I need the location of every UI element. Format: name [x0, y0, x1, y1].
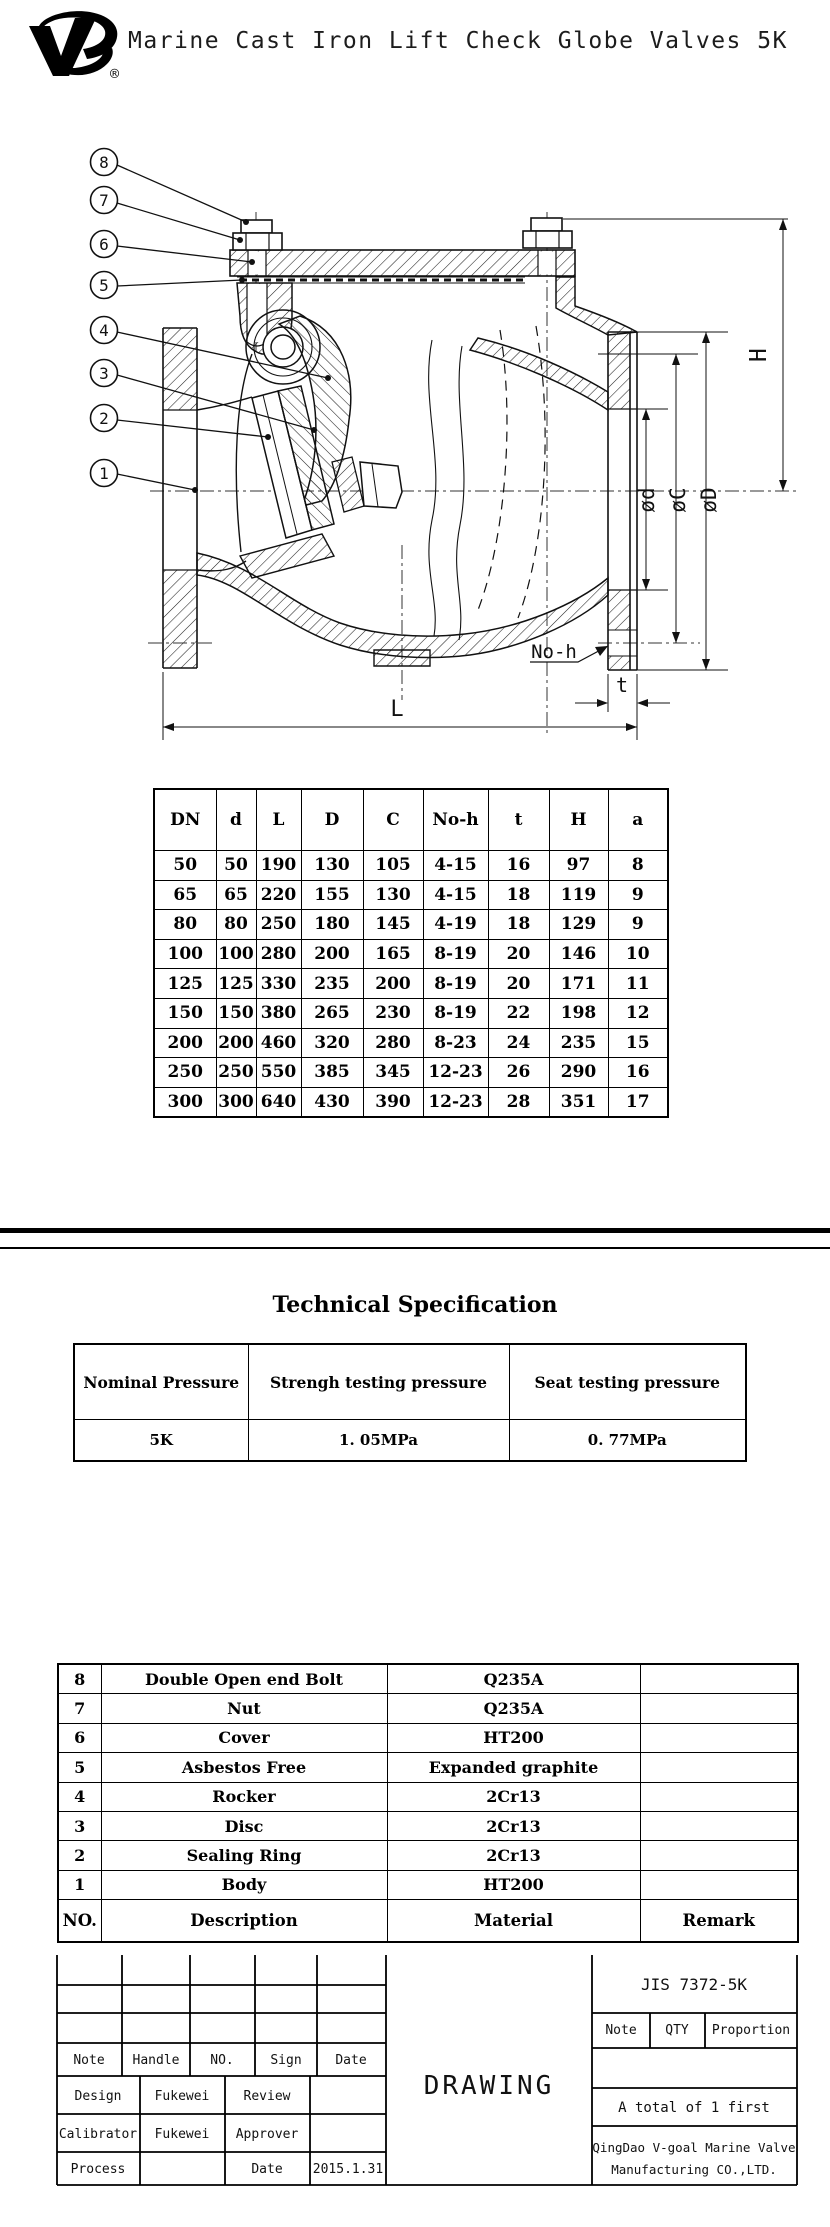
- dimension-cell: 12-23: [423, 1087, 488, 1117]
- dimension-header-cell: d: [216, 789, 256, 851]
- tb-date: Date: [335, 2053, 367, 2068]
- spec-table-value-row: [74, 1420, 746, 1462]
- parts-row: [58, 1753, 798, 1782]
- dimension-cell: 200: [154, 1028, 216, 1058]
- dimension-cell: 8-19: [423, 969, 488, 999]
- dimension-labels: [390, 348, 772, 722]
- title-block: [0, 1955, 830, 2195]
- dimension-header-cell: DN: [154, 789, 216, 851]
- dimension-cell: 250: [154, 1058, 216, 1088]
- parts-cell: Disc: [101, 1811, 387, 1840]
- dimension-cell: 280: [256, 939, 301, 969]
- dim-label-t: t: [615, 673, 629, 697]
- dimension-cell: 22: [488, 998, 549, 1028]
- dimension-cell: 460: [256, 1028, 301, 1058]
- tb-standard: JIS 7372-5K: [641, 1975, 747, 1994]
- dim-label-D: øD: [697, 487, 721, 513]
- tb-company-line1: QingDao V-goal Marine Valve: [592, 2140, 796, 2155]
- parts-cell: 3: [58, 1811, 101, 1840]
- parts-row: [58, 1811, 798, 1840]
- dim-label-H: H: [746, 348, 772, 362]
- dimension-cell: 250: [216, 1058, 256, 1088]
- cover-bolts: [233, 218, 572, 250]
- dimension-cell: 351: [549, 1087, 608, 1117]
- spec-header-cell: Strengh testing pressure: [248, 1344, 509, 1420]
- parts-cell: 6: [58, 1723, 101, 1752]
- dimension-cell: 24: [488, 1028, 549, 1058]
- dimension-cell: 97: [549, 851, 608, 881]
- dimension-cell: 320: [301, 1028, 363, 1058]
- dimension-cell: 198: [549, 998, 608, 1028]
- dimension-cell: 390: [363, 1087, 423, 1117]
- callout-8: 8: [99, 153, 109, 172]
- dimension-cell: 300: [154, 1087, 216, 1117]
- dimension-row: [154, 998, 668, 1028]
- parts-cell: 7: [58, 1694, 101, 1723]
- dimension-cell: 80: [216, 910, 256, 940]
- dimension-cell: 100: [216, 939, 256, 969]
- dimension-cell: 385: [301, 1058, 363, 1088]
- dimension-header-cell: H: [549, 789, 608, 851]
- dimension-cell: 11: [608, 969, 668, 999]
- spec-table: [73, 1343, 747, 1462]
- dimension-cell: 8: [608, 851, 668, 881]
- callout-6: 6: [99, 235, 109, 254]
- dimension-cell: 330: [256, 969, 301, 999]
- dimension-cell: 250: [256, 910, 301, 940]
- dimension-cell: 130: [301, 851, 363, 881]
- parts-cell: Expanded graphite: [387, 1753, 640, 1782]
- parts-cell: Q235A: [387, 1664, 640, 1694]
- dim-label-d: ød: [635, 487, 659, 513]
- tb-company-line2: Manufacturing CO.,LTD.: [611, 2162, 777, 2177]
- dimension-cell: 8-19: [423, 998, 488, 1028]
- dimension-cell: 16: [608, 1058, 668, 1088]
- dimension-cell: 640: [256, 1087, 301, 1117]
- hidden-passage-lines: [429, 326, 545, 640]
- dimension-cell: 200: [363, 969, 423, 999]
- dimension-cell: 28: [488, 1087, 549, 1117]
- dimension-row: [154, 1028, 668, 1058]
- dimension-cell: 265: [301, 998, 363, 1028]
- tb-qty-note: Note: [605, 2023, 637, 2038]
- parts-row: [58, 1782, 798, 1811]
- tb-total: A total of 1 first: [618, 2100, 770, 2116]
- tb-calibrator-label: Calibrator: [58, 2127, 138, 2142]
- parts-cell: Sealing Ring: [101, 1841, 387, 1870]
- spec-section-title: Technical Specification: [272, 1292, 558, 1318]
- parts-cell: [640, 1870, 798, 1899]
- dimension-table-body: [154, 851, 668, 1118]
- parts-footer-no: NO.: [58, 1900, 101, 1943]
- parts-cell: 2Cr13: [387, 1841, 640, 1870]
- dimension-cell: 4-15: [423, 880, 488, 910]
- dimension-row: [154, 1087, 668, 1117]
- dimension-cell: 171: [549, 969, 608, 999]
- parts-row: [58, 1723, 798, 1752]
- dimension-header-cell: D: [301, 789, 363, 851]
- dimension-cell: 290: [549, 1058, 608, 1088]
- dimension-cell: 180: [301, 910, 363, 940]
- dimension-cell: 146: [549, 939, 608, 969]
- spec-value-cell: 0. 77MPa: [509, 1420, 746, 1462]
- parts-table: [57, 1663, 799, 1943]
- parts-cell: Asbestos Free: [101, 1753, 387, 1782]
- dimension-cell: 125: [154, 969, 216, 999]
- parts-row: [58, 1664, 798, 1694]
- dimension-cell: 4-19: [423, 910, 488, 940]
- parts-cell: 5: [58, 1753, 101, 1782]
- parts-row: [58, 1694, 798, 1723]
- parts-cell: [640, 1694, 798, 1723]
- dimension-header-cell: No-h: [423, 789, 488, 851]
- tb-process-date-label: Date: [251, 2162, 283, 2177]
- dimension-cell: 550: [256, 1058, 301, 1088]
- tb-no: NO.: [210, 2053, 234, 2068]
- callout-7: 7: [99, 191, 109, 210]
- parts-cell: 2Cr13: [387, 1811, 640, 1840]
- dimension-row: [154, 969, 668, 999]
- dimension-cell: 4-15: [423, 851, 488, 881]
- parts-cell: Q235A: [387, 1694, 640, 1723]
- callout-1: 1: [99, 464, 109, 483]
- dimension-cell: 155: [301, 880, 363, 910]
- parts-cell: [640, 1664, 798, 1694]
- dimension-cell: 17: [608, 1087, 668, 1117]
- inlet-flange: [163, 328, 252, 668]
- spec-value-cell: 5K: [74, 1420, 248, 1462]
- parts-footer-remark: Remark: [640, 1900, 798, 1943]
- tb-calibrator-value: Fukewei: [154, 2127, 210, 2142]
- dimension-cell: 345: [363, 1058, 423, 1088]
- dimension-cell: 150: [154, 998, 216, 1028]
- parts-cell: 1: [58, 1870, 101, 1899]
- tb-handle: Handle: [132, 2053, 180, 2068]
- dimension-header-cell: L: [256, 789, 301, 851]
- parts-cell: [640, 1782, 798, 1811]
- tb-design-label: Design: [74, 2089, 122, 2104]
- dim-label-C: øC: [666, 487, 690, 513]
- parts-cell: HT200: [387, 1723, 640, 1752]
- tb-design-value: Fukewei: [154, 2089, 210, 2104]
- parts-cell: 2Cr13: [387, 1782, 640, 1811]
- spec-header-cell: Nominal Pressure: [74, 1344, 248, 1420]
- dim-label-L: L: [390, 697, 404, 722]
- dimension-row: [154, 880, 668, 910]
- parts-cell: HT200: [387, 1870, 640, 1899]
- spec-header-cell: Seat testing pressure: [509, 1344, 746, 1420]
- valve-section-drawing: [0, 0, 830, 780]
- spec-value-cell: 1. 05MPa: [248, 1420, 509, 1462]
- spec-table-header-row: [74, 1344, 746, 1420]
- parts-cell: Nut: [101, 1694, 387, 1723]
- dimension-cell: 15: [608, 1028, 668, 1058]
- parts-footer-material: Material: [387, 1900, 640, 1943]
- dimension-header-cell: a: [608, 789, 668, 851]
- callout-5: 5: [99, 276, 109, 295]
- dimension-table-header-row: [154, 789, 668, 851]
- dimension-cell: 200: [301, 939, 363, 969]
- dimension-header-cell: C: [363, 789, 423, 851]
- dim-label-no-h: No-h: [531, 641, 577, 663]
- dimension-cell: 8-19: [423, 939, 488, 969]
- dimension-cell: 80: [154, 910, 216, 940]
- dimension-cell: 65: [154, 880, 216, 910]
- parts-cell: 8: [58, 1664, 101, 1694]
- dimension-row: [154, 910, 668, 940]
- registered-mark: ®: [110, 65, 120, 82]
- dimension-cell: 9: [608, 910, 668, 940]
- dimension-cell: 20: [488, 939, 549, 969]
- parts-cell: 2: [58, 1841, 101, 1870]
- tb-review-label: Review: [243, 2089, 291, 2104]
- dimension-cell: 129: [549, 910, 608, 940]
- dimension-cell: 380: [256, 998, 301, 1028]
- dimension-cell: 26: [488, 1058, 549, 1088]
- dimension-cell: 130: [363, 880, 423, 910]
- page-title: Marine Cast Iron Lift Check Globe Valves 5K: [128, 28, 788, 54]
- dimension-table: [153, 788, 669, 1118]
- callout-4: 4: [99, 321, 109, 340]
- parts-cell: Rocker: [101, 1782, 387, 1811]
- dimension-cell: 8-23: [423, 1028, 488, 1058]
- dimension-cell: 235: [549, 1028, 608, 1058]
- parts-cell: 4: [58, 1782, 101, 1811]
- dimension-row: [154, 939, 668, 969]
- divider-thin: [0, 1247, 830, 1249]
- dimension-cell: 165: [363, 939, 423, 969]
- callout-3: 3: [99, 364, 109, 383]
- parts-cell: Body: [101, 1870, 387, 1899]
- tb-process-date-value: 2015.1.31: [312, 2162, 384, 2177]
- tb-note: Note: [73, 2053, 105, 2068]
- dimension-cell: 150: [216, 998, 256, 1028]
- dimension-cell: 18: [488, 880, 549, 910]
- tb-sign: Sign: [270, 2053, 302, 2068]
- dimension-cell: 10: [608, 939, 668, 969]
- parts-cell: [640, 1723, 798, 1752]
- dimension-cell: 50: [216, 851, 256, 881]
- dimension-cell: 12: [608, 998, 668, 1028]
- tb-process-label: Process: [70, 2162, 126, 2177]
- dimension-cell: 65: [216, 880, 256, 910]
- dimension-cell: 16: [488, 851, 549, 881]
- tb-approver-label: Approver: [235, 2127, 299, 2142]
- dimension-cell: 18: [488, 910, 549, 940]
- dimension-cell: 119: [549, 880, 608, 910]
- tb-drawing-label: DRAWING: [423, 2071, 555, 2101]
- dimension-row: [154, 851, 668, 881]
- parts-row: [58, 1870, 798, 1899]
- dimension-cell: 280: [363, 1028, 423, 1058]
- dimension-cell: 125: [216, 969, 256, 999]
- dimension-cell: 9: [608, 880, 668, 910]
- dimension-cell: 20: [488, 969, 549, 999]
- dimension-cell: 300: [216, 1087, 256, 1117]
- parts-row: [58, 1841, 798, 1870]
- parts-cell: Double Open end Bolt: [101, 1664, 387, 1694]
- dimension-header-cell: t: [488, 789, 549, 851]
- parts-cell: [640, 1811, 798, 1840]
- tb-qty: QTY: [665, 2023, 689, 2038]
- dimension-cell: 105: [363, 851, 423, 881]
- parts-cell: [640, 1753, 798, 1782]
- callout-2: 2: [99, 409, 109, 428]
- parts-footer-description: Description: [101, 1900, 387, 1943]
- dimension-cell: 430: [301, 1087, 363, 1117]
- dimension-cell: 50: [154, 851, 216, 881]
- dimension-cell: 190: [256, 851, 301, 881]
- dimension-cell: 230: [363, 998, 423, 1028]
- dimension-cell: 200: [216, 1028, 256, 1058]
- parts-cell: Cover: [101, 1723, 387, 1752]
- dimension-cell: 12-23: [423, 1058, 488, 1088]
- tb-proportion: Proportion: [711, 2023, 791, 2038]
- dimension-row: [154, 1058, 668, 1088]
- dimension-cell: 100: [154, 939, 216, 969]
- dimension-cell: 220: [256, 880, 301, 910]
- divider-thick: [0, 1228, 830, 1233]
- parts-cell: [640, 1841, 798, 1870]
- parts-table-footer-row: [58, 1900, 798, 1943]
- dimension-cell: 145: [363, 910, 423, 940]
- parts-table-rows: [58, 1664, 798, 1900]
- dimension-cell: 235: [301, 969, 363, 999]
